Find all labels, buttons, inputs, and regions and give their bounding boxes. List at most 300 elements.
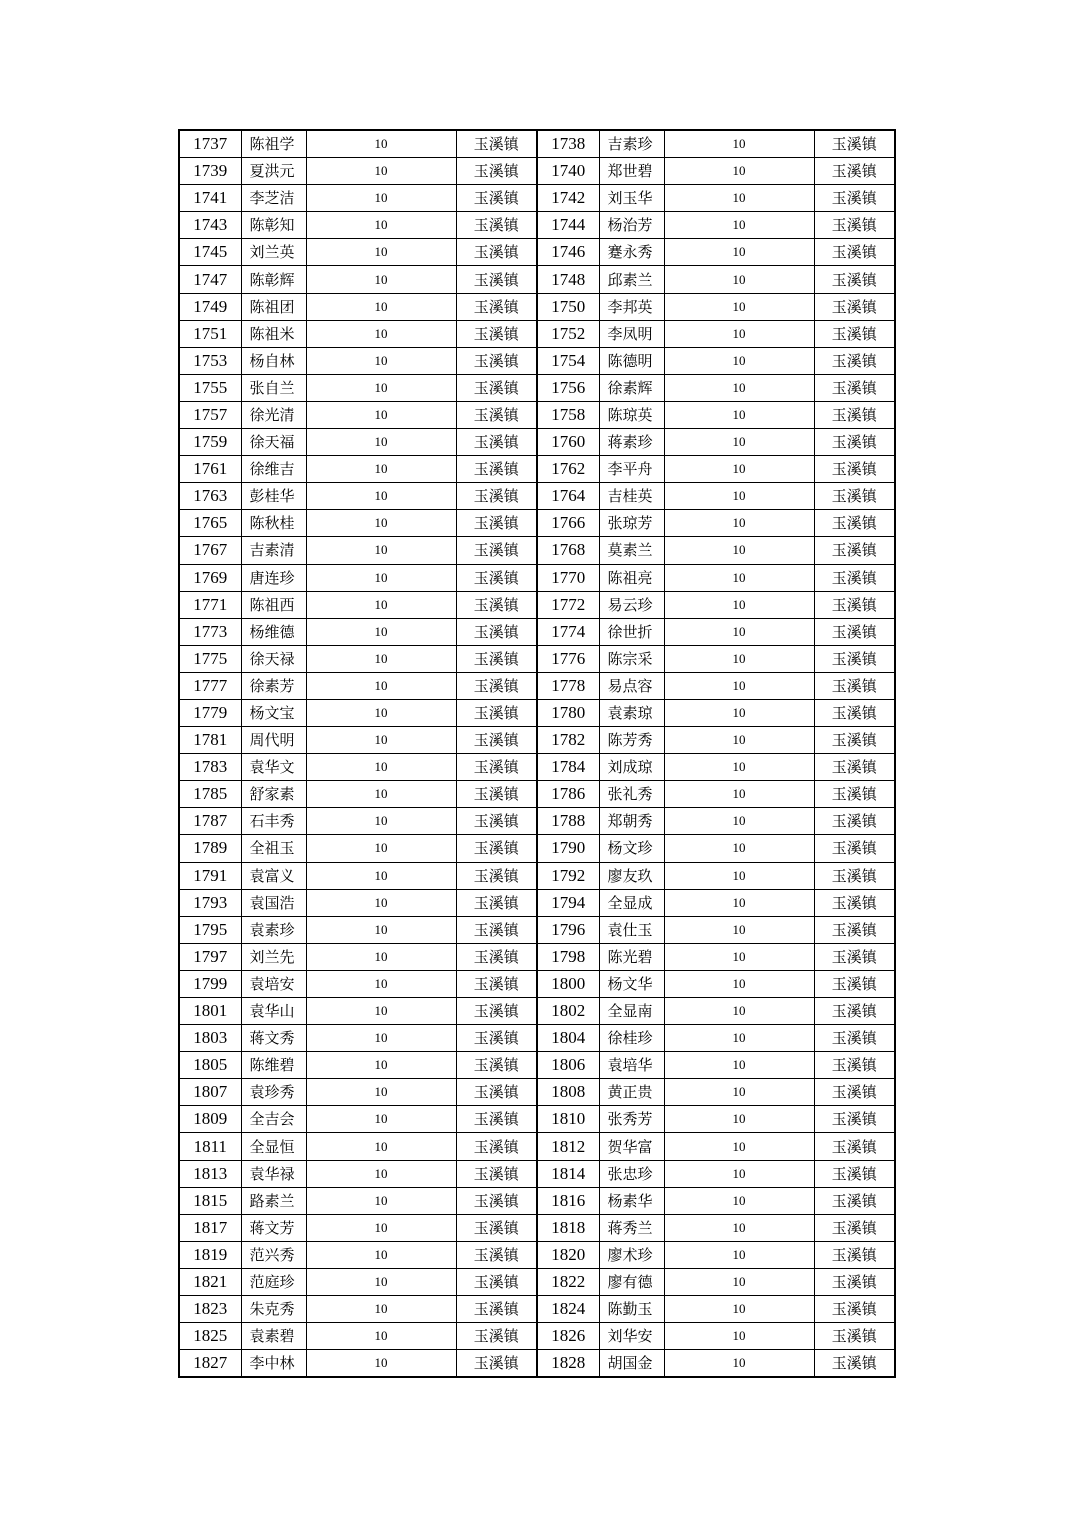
- town-left: 玉溪镇: [456, 1133, 537, 1160]
- person-name-right: 邱素兰: [599, 266, 664, 293]
- table-row: [179, 1160, 895, 1187]
- town-right: 玉溪镇: [814, 591, 895, 618]
- town-right: 玉溪镇: [814, 429, 895, 456]
- amount-left: 10: [306, 645, 456, 672]
- person-name-left: 徐天禄: [241, 645, 306, 672]
- entry-number-left: 1799: [179, 970, 241, 997]
- amount-left: 10: [306, 808, 456, 835]
- person-name-left: 陈彰辉: [241, 266, 306, 293]
- person-name-left: 袁素珍: [241, 916, 306, 943]
- amount-right: 10: [664, 1052, 814, 1079]
- person-name-left: 袁珍秀: [241, 1079, 306, 1106]
- person-name-right: 郑朝秀: [599, 808, 664, 835]
- amount-left: 10: [306, 781, 456, 808]
- table-row: [179, 320, 895, 347]
- town-left: 玉溪镇: [456, 1323, 537, 1350]
- entry-number-left: 1747: [179, 266, 241, 293]
- person-name-right: 李凤明: [599, 320, 664, 347]
- person-name-left: 范庭珍: [241, 1268, 306, 1295]
- person-name-left: 陈秋桂: [241, 510, 306, 537]
- amount-right: 10: [664, 239, 814, 266]
- table-row: [179, 618, 895, 645]
- entry-number-right: 1778: [537, 672, 599, 699]
- table-row: [179, 158, 895, 185]
- person-name-right: 蒋素珍: [599, 429, 664, 456]
- amount-right: 10: [664, 1187, 814, 1214]
- town-left: 玉溪镇: [456, 185, 537, 212]
- entry-number-left: 1825: [179, 1323, 241, 1350]
- entry-number-right: 1750: [537, 293, 599, 320]
- person-name-right: 袁培华: [599, 1052, 664, 1079]
- amount-right: 10: [664, 1296, 814, 1323]
- person-name-right: 陈芳秀: [599, 727, 664, 754]
- entry-number-right: 1748: [537, 266, 599, 293]
- amount-right: 10: [664, 510, 814, 537]
- amount-right: 10: [664, 645, 814, 672]
- amount-right: 10: [664, 537, 814, 564]
- town-right: 玉溪镇: [814, 1025, 895, 1052]
- person-name-right: 全显南: [599, 998, 664, 1025]
- entry-number-left: 1795: [179, 916, 241, 943]
- town-left: 玉溪镇: [456, 998, 537, 1025]
- entry-number-left: 1823: [179, 1296, 241, 1323]
- amount-left: 10: [306, 347, 456, 374]
- entry-number-right: 1740: [537, 158, 599, 185]
- entry-number-left: 1801: [179, 998, 241, 1025]
- person-name-right: 张琼芳: [599, 510, 664, 537]
- amount-right: 10: [664, 1079, 814, 1106]
- entry-number-left: 1789: [179, 835, 241, 862]
- table-row: [179, 483, 895, 510]
- table-row: [179, 564, 895, 591]
- amount-right: 10: [664, 862, 814, 889]
- town-left: 玉溪镇: [456, 266, 537, 293]
- town-left: 玉溪镇: [456, 1106, 537, 1133]
- amount-left: 10: [306, 1214, 456, 1241]
- person-name-left: 唐连珍: [241, 564, 306, 591]
- amount-right: 10: [664, 266, 814, 293]
- entry-number-left: 1813: [179, 1160, 241, 1187]
- table-row: [179, 1052, 895, 1079]
- amount-left: 10: [306, 1350, 456, 1378]
- amount-left: 10: [306, 862, 456, 889]
- person-name-right: 陈琼英: [599, 401, 664, 428]
- town-right: 玉溪镇: [814, 754, 895, 781]
- entry-number-left: 1755: [179, 374, 241, 401]
- town-left: 玉溪镇: [456, 564, 537, 591]
- amount-left: 10: [306, 591, 456, 618]
- person-name-left: 陈祖团: [241, 293, 306, 320]
- entry-number-right: 1814: [537, 1160, 599, 1187]
- person-name-left: 陈彰知: [241, 212, 306, 239]
- entry-number-right: 1796: [537, 916, 599, 943]
- person-name-left: 石丰秀: [241, 808, 306, 835]
- town-right: 玉溪镇: [814, 1296, 895, 1323]
- person-name-left: 蒋文芳: [241, 1214, 306, 1241]
- town-left: 玉溪镇: [456, 510, 537, 537]
- town-left: 玉溪镇: [456, 401, 537, 428]
- town-right: 玉溪镇: [814, 1106, 895, 1133]
- amount-right: 10: [664, 672, 814, 699]
- person-name-right: 李邦英: [599, 293, 664, 320]
- town-left: 玉溪镇: [456, 158, 537, 185]
- person-name-left: 刘兰英: [241, 239, 306, 266]
- town-right: 玉溪镇: [814, 1133, 895, 1160]
- town-left: 玉溪镇: [456, 537, 537, 564]
- person-name-left: 袁华山: [241, 998, 306, 1025]
- person-name-left: 全吉会: [241, 1106, 306, 1133]
- town-right: 玉溪镇: [814, 1187, 895, 1214]
- town-left: 玉溪镇: [456, 1241, 537, 1268]
- person-name-right: 徐桂珍: [599, 1025, 664, 1052]
- person-name-right: 易云珍: [599, 591, 664, 618]
- amount-right: 10: [664, 591, 814, 618]
- person-name-right: 吉桂英: [599, 483, 664, 510]
- town-left: 玉溪镇: [456, 1025, 537, 1052]
- entry-number-right: 1786: [537, 781, 599, 808]
- table-row: [179, 1079, 895, 1106]
- amount-left: 10: [306, 185, 456, 212]
- person-name-left: 张自兰: [241, 374, 306, 401]
- person-name-right: 李平舟: [599, 456, 664, 483]
- town-right: 玉溪镇: [814, 998, 895, 1025]
- table-row: [179, 808, 895, 835]
- entry-number-left: 1785: [179, 781, 241, 808]
- amount-right: 10: [664, 699, 814, 726]
- town-left: 玉溪镇: [456, 943, 537, 970]
- town-right: 玉溪镇: [814, 645, 895, 672]
- amount-left: 10: [306, 1106, 456, 1133]
- table-row: [179, 401, 895, 428]
- person-name-left: 徐光清: [241, 401, 306, 428]
- table-row: [179, 699, 895, 726]
- person-name-left: 吉素清: [241, 537, 306, 564]
- town-right: 玉溪镇: [814, 889, 895, 916]
- amount-left: 10: [306, 483, 456, 510]
- town-left: 玉溪镇: [456, 374, 537, 401]
- amount-left: 10: [306, 320, 456, 347]
- entry-number-left: 1741: [179, 185, 241, 212]
- entry-number-right: 1770: [537, 564, 599, 591]
- town-right: 玉溪镇: [814, 970, 895, 997]
- person-name-right: 袁仕玉: [599, 916, 664, 943]
- table-row: [179, 1133, 895, 1160]
- entry-number-right: 1752: [537, 320, 599, 347]
- entry-number-right: 1800: [537, 970, 599, 997]
- amount-left: 10: [306, 943, 456, 970]
- town-right: 玉溪镇: [814, 1350, 895, 1378]
- entry-number-left: 1763: [179, 483, 241, 510]
- amount-right: 10: [664, 835, 814, 862]
- town-right: 玉溪镇: [814, 781, 895, 808]
- town-left: 玉溪镇: [456, 970, 537, 997]
- person-name-left: 徐天福: [241, 429, 306, 456]
- person-name-right: 陈宗采: [599, 645, 664, 672]
- amount-left: 10: [306, 537, 456, 564]
- person-name-left: 徐素芳: [241, 672, 306, 699]
- entry-number-left: 1771: [179, 591, 241, 618]
- town-right: 玉溪镇: [814, 158, 895, 185]
- entry-number-right: 1774: [537, 618, 599, 645]
- amount-left: 10: [306, 293, 456, 320]
- amount-left: 10: [306, 835, 456, 862]
- person-name-right: 张礼秀: [599, 781, 664, 808]
- town-left: 玉溪镇: [456, 672, 537, 699]
- amount-right: 10: [664, 916, 814, 943]
- person-name-left: 袁培安: [241, 970, 306, 997]
- entry-number-left: 1749: [179, 293, 241, 320]
- person-name-right: 蒋秀兰: [599, 1214, 664, 1241]
- person-name-right: 胡国金: [599, 1350, 664, 1378]
- town-right: 玉溪镇: [814, 862, 895, 889]
- amount-right: 10: [664, 212, 814, 239]
- amount-left: 10: [306, 1241, 456, 1268]
- table-row: [179, 889, 895, 916]
- table-row: [179, 266, 895, 293]
- amount-left: 10: [306, 1052, 456, 1079]
- town-right: 玉溪镇: [814, 1268, 895, 1295]
- person-name-right: 廖友玖: [599, 862, 664, 889]
- person-name-left: 夏洪元: [241, 158, 306, 185]
- entry-number-right: 1822: [537, 1268, 599, 1295]
- entry-number-right: 1742: [537, 185, 599, 212]
- entry-number-left: 1807: [179, 1079, 241, 1106]
- roster-table-body: [179, 130, 895, 1377]
- amount-left: 10: [306, 212, 456, 239]
- entry-number-left: 1761: [179, 456, 241, 483]
- town-right: 玉溪镇: [814, 212, 895, 239]
- table-row: [179, 943, 895, 970]
- person-name-right: 张忠珍: [599, 1160, 664, 1187]
- person-name-right: 袁素琼: [599, 699, 664, 726]
- amount-left: 10: [306, 1323, 456, 1350]
- entry-number-right: 1804: [537, 1025, 599, 1052]
- person-name-left: 袁富义: [241, 862, 306, 889]
- entry-number-right: 1824: [537, 1296, 599, 1323]
- entry-number-right: 1820: [537, 1241, 599, 1268]
- person-name-right: 易点容: [599, 672, 664, 699]
- entry-number-left: 1821: [179, 1268, 241, 1295]
- amount-left: 10: [306, 970, 456, 997]
- entry-number-right: 1806: [537, 1052, 599, 1079]
- table-row: [179, 429, 895, 456]
- amount-right: 10: [664, 1241, 814, 1268]
- person-name-left: 路素兰: [241, 1187, 306, 1214]
- table-row: [179, 835, 895, 862]
- amount-left: 10: [306, 239, 456, 266]
- entry-number-left: 1803: [179, 1025, 241, 1052]
- amount-right: 10: [664, 727, 814, 754]
- town-left: 玉溪镇: [456, 645, 537, 672]
- town-right: 玉溪镇: [814, 564, 895, 591]
- person-name-left: 范兴秀: [241, 1241, 306, 1268]
- person-name-left: 袁素碧: [241, 1323, 306, 1350]
- town-left: 玉溪镇: [456, 727, 537, 754]
- table-row: [179, 727, 895, 754]
- entry-number-left: 1773: [179, 618, 241, 645]
- town-left: 玉溪镇: [456, 212, 537, 239]
- amount-left: 10: [306, 699, 456, 726]
- person-name-right: 黄正贵: [599, 1079, 664, 1106]
- entry-number-right: 1780: [537, 699, 599, 726]
- table-row: [179, 754, 895, 781]
- town-right: 玉溪镇: [814, 1241, 895, 1268]
- amount-left: 10: [306, 916, 456, 943]
- person-name-left: 袁华禄: [241, 1160, 306, 1187]
- entry-number-left: 1791: [179, 862, 241, 889]
- entry-number-left: 1757: [179, 401, 241, 428]
- town-left: 玉溪镇: [456, 1160, 537, 1187]
- person-name-left: 陈维碧: [241, 1052, 306, 1079]
- person-name-right: 全显成: [599, 889, 664, 916]
- amount-left: 10: [306, 618, 456, 645]
- person-name-left: 陈祖米: [241, 320, 306, 347]
- amount-right: 10: [664, 130, 814, 158]
- person-name-left: 杨维德: [241, 618, 306, 645]
- table-row: [179, 293, 895, 320]
- town-right: 玉溪镇: [814, 239, 895, 266]
- roster-table: [178, 129, 896, 1378]
- entry-number-left: 1753: [179, 347, 241, 374]
- person-name-right: 张秀芳: [599, 1106, 664, 1133]
- amount-left: 10: [306, 130, 456, 158]
- person-name-right: 陈祖亮: [599, 564, 664, 591]
- person-name-left: 杨自林: [241, 347, 306, 374]
- town-right: 玉溪镇: [814, 185, 895, 212]
- town-right: 玉溪镇: [814, 1052, 895, 1079]
- person-name-right: 陈德明: [599, 347, 664, 374]
- entry-number-right: 1784: [537, 754, 599, 781]
- entry-number-right: 1794: [537, 889, 599, 916]
- town-right: 玉溪镇: [814, 618, 895, 645]
- amount-left: 10: [306, 1133, 456, 1160]
- entry-number-right: 1768: [537, 537, 599, 564]
- town-right: 玉溪镇: [814, 1160, 895, 1187]
- entry-number-left: 1783: [179, 754, 241, 781]
- town-left: 玉溪镇: [456, 429, 537, 456]
- amount-right: 10: [664, 1160, 814, 1187]
- table-row: [179, 862, 895, 889]
- person-name-right: 莫素兰: [599, 537, 664, 564]
- town-left: 玉溪镇: [456, 239, 537, 266]
- town-left: 玉溪镇: [456, 591, 537, 618]
- town-right: 玉溪镇: [814, 347, 895, 374]
- entry-number-left: 1811: [179, 1133, 241, 1160]
- entry-number-right: 1790: [537, 835, 599, 862]
- town-left: 玉溪镇: [456, 1052, 537, 1079]
- entry-number-left: 1759: [179, 429, 241, 456]
- entry-number-right: 1798: [537, 943, 599, 970]
- table-row: [179, 781, 895, 808]
- town-left: 玉溪镇: [456, 1187, 537, 1214]
- table-row: [179, 1214, 895, 1241]
- amount-right: 10: [664, 998, 814, 1025]
- person-name-right: 徐世折: [599, 618, 664, 645]
- town-left: 玉溪镇: [456, 320, 537, 347]
- entry-number-left: 1743: [179, 212, 241, 239]
- amount-left: 10: [306, 1268, 456, 1295]
- amount-left: 10: [306, 401, 456, 428]
- entry-number-right: 1738: [537, 130, 599, 158]
- person-name-right: 刘成琼: [599, 754, 664, 781]
- entry-number-right: 1818: [537, 1214, 599, 1241]
- person-name-right: 陈光碧: [599, 943, 664, 970]
- amount-left: 10: [306, 374, 456, 401]
- town-left: 玉溪镇: [456, 781, 537, 808]
- amount-right: 10: [664, 320, 814, 347]
- table-row: [179, 1268, 895, 1295]
- town-right: 玉溪镇: [814, 483, 895, 510]
- amount-right: 10: [664, 889, 814, 916]
- entry-number-right: 1808: [537, 1079, 599, 1106]
- town-right: 玉溪镇: [814, 672, 895, 699]
- town-left: 玉溪镇: [456, 916, 537, 943]
- amount-right: 10: [664, 808, 814, 835]
- person-name-right: 刘玉华: [599, 185, 664, 212]
- town-left: 玉溪镇: [456, 483, 537, 510]
- town-right: 玉溪镇: [814, 456, 895, 483]
- amount-right: 10: [664, 1323, 814, 1350]
- amount-right: 10: [664, 185, 814, 212]
- person-name-left: 彭桂华: [241, 483, 306, 510]
- amount-right: 10: [664, 158, 814, 185]
- entry-number-right: 1810: [537, 1106, 599, 1133]
- town-right: 玉溪镇: [814, 916, 895, 943]
- table-row: [179, 1296, 895, 1323]
- amount-right: 10: [664, 781, 814, 808]
- entry-number-right: 1766: [537, 510, 599, 537]
- entry-number-left: 1767: [179, 537, 241, 564]
- amount-right: 10: [664, 564, 814, 591]
- person-name-right: 杨文珍: [599, 835, 664, 862]
- person-name-right: 贺华富: [599, 1133, 664, 1160]
- entry-number-right: 1816: [537, 1187, 599, 1214]
- person-name-left: 刘兰先: [241, 943, 306, 970]
- town-left: 玉溪镇: [456, 1079, 537, 1106]
- table-row: [179, 374, 895, 401]
- town-right: 玉溪镇: [814, 320, 895, 347]
- town-left: 玉溪镇: [456, 862, 537, 889]
- entry-number-left: 1779: [179, 699, 241, 726]
- table-row: [179, 456, 895, 483]
- amount-right: 10: [664, 347, 814, 374]
- person-name-right: 廖有德: [599, 1268, 664, 1295]
- entry-number-left: 1777: [179, 672, 241, 699]
- person-name-right: 杨素华: [599, 1187, 664, 1214]
- table-row: [179, 591, 895, 618]
- person-name-right: 杨文华: [599, 970, 664, 997]
- entry-number-left: 1737: [179, 130, 241, 158]
- town-left: 玉溪镇: [456, 699, 537, 726]
- amount-left: 10: [306, 510, 456, 537]
- amount-left: 10: [306, 1079, 456, 1106]
- person-name-left: 杨文宝: [241, 699, 306, 726]
- roster-table-container: [178, 129, 896, 1378]
- town-right: 玉溪镇: [814, 808, 895, 835]
- town-left: 玉溪镇: [456, 808, 537, 835]
- entry-number-left: 1745: [179, 239, 241, 266]
- amount-left: 10: [306, 1025, 456, 1052]
- entry-number-right: 1754: [537, 347, 599, 374]
- person-name-left: 全显恒: [241, 1133, 306, 1160]
- town-right: 玉溪镇: [814, 943, 895, 970]
- amount-left: 10: [306, 672, 456, 699]
- amount-left: 10: [306, 1187, 456, 1214]
- entry-number-left: 1739: [179, 158, 241, 185]
- entry-number-left: 1765: [179, 510, 241, 537]
- entry-number-right: 1826: [537, 1323, 599, 1350]
- entry-number-left: 1809: [179, 1106, 241, 1133]
